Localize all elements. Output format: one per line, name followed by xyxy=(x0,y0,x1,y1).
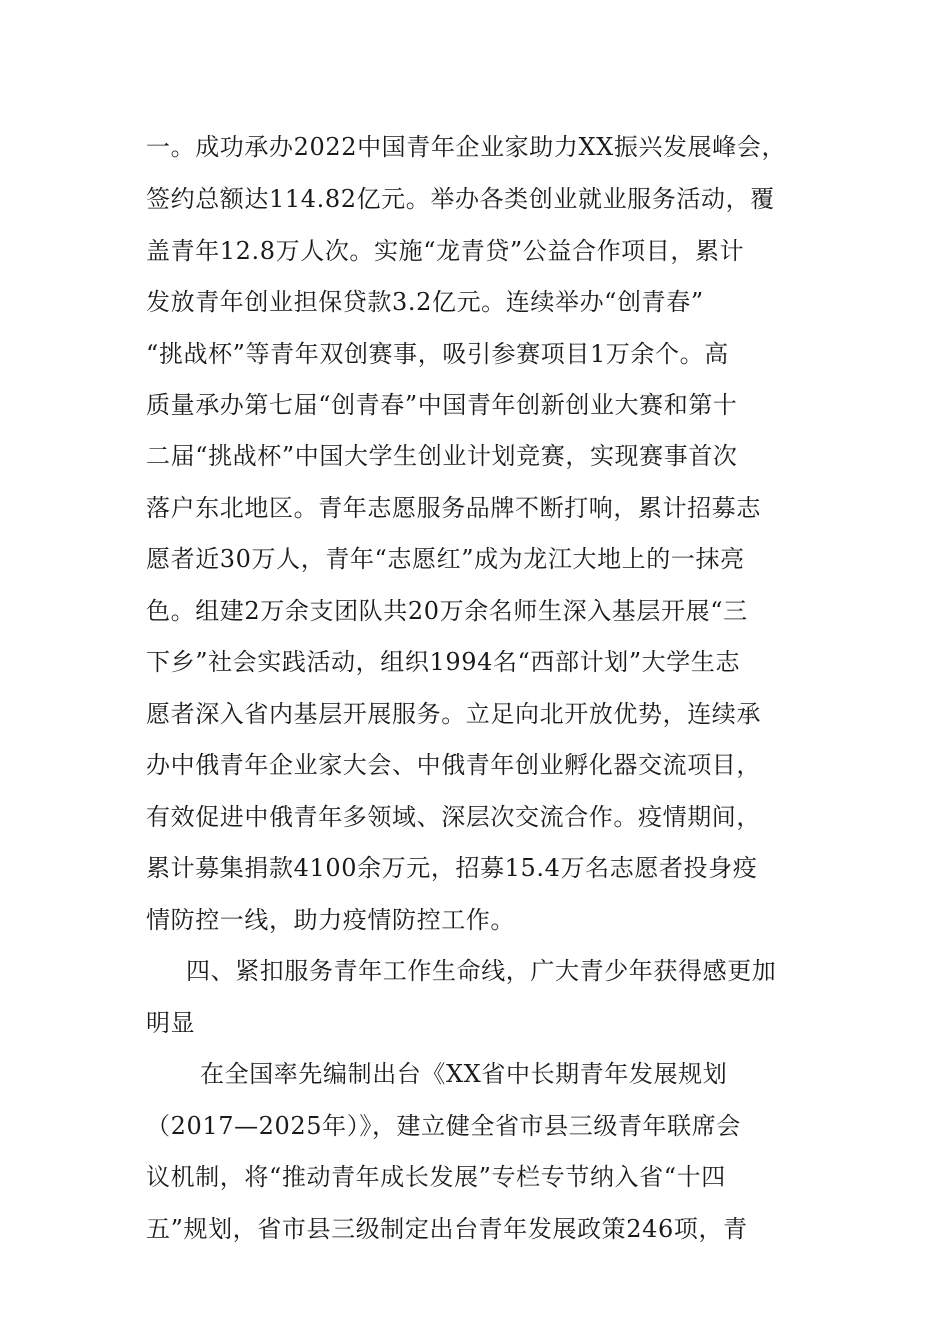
paragraph-line: 发放青年创业担保贷款3.2亿元。连续举办“创青春” xyxy=(146,288,704,316)
paragraph-line: 签约总额达114.82亿元。举办各类创业就业服务活动，覆 xyxy=(146,185,775,213)
section-heading-line: 四、紧扣服务青年工作生命线，广大青少年获得感更加 xyxy=(186,957,777,985)
paragraph-line: 愿者近30万人，青年“志愿红”成为龙江大地上的一抹亮 xyxy=(146,545,745,573)
paragraph-line: 在全国率先编制出台《XX省中长期青年发展规划 xyxy=(200,1060,728,1088)
paragraph-line: 一。成功承办2022中国青年企业家助力XX振兴发展峰会， xyxy=(146,133,787,161)
paragraph-line: 色。组建2万余支团队共20万余名师生深入基层开展“三 xyxy=(146,597,748,625)
paragraph-line: 盖青年12.8万人次。实施“龙青贷”公益合作项目，累计 xyxy=(146,237,745,265)
paragraph-line: 愿者深入省内基层开展服务。立足向北开放优势，连续承 xyxy=(146,700,761,728)
paragraph-line: 质量承办第七届“创青春”中国青年创新创业大赛和第十 xyxy=(146,391,738,419)
paragraph-line: 落户东北地区。青年志愿服务品牌不断打响，累计招募志 xyxy=(146,494,761,522)
section-heading-line: 明显 xyxy=(146,1009,196,1037)
paragraph-line: 累计募集捐款4100余万元，招募15.4万名志愿者投身疫 xyxy=(146,854,758,882)
paragraph-line: 二届“挑战杯”中国大学生创业计划竞赛，实现赛事首次 xyxy=(146,442,738,470)
paragraph-line: 下乡”社会实践活动，组织1994名“西部计划”大学生志 xyxy=(146,648,741,676)
paragraph-line: 五”规划，省市县三级制定出台青年发展政策246项，青 xyxy=(146,1215,748,1243)
paragraph-line: 情防控一线，助力疫情防控工作。 xyxy=(146,906,515,934)
paragraph-line: （2017—2025年）》，建立健全省市县三级青年联席会 xyxy=(146,1112,741,1140)
paragraph-line: “挑战杯”等青年双创赛事，吸引参赛项目1万余个。高 xyxy=(146,340,729,368)
paragraph-line: 议机制，将“推动青年成长发展”专栏专节纳入省“十四 xyxy=(146,1163,726,1191)
paragraph-line: 有效促进中俄青年多领域、深层次交流合作。疫情期间， xyxy=(146,803,761,831)
paragraph-line: 办中俄青年企业家大会、中俄青年创业孵化器交流项目， xyxy=(146,751,761,779)
